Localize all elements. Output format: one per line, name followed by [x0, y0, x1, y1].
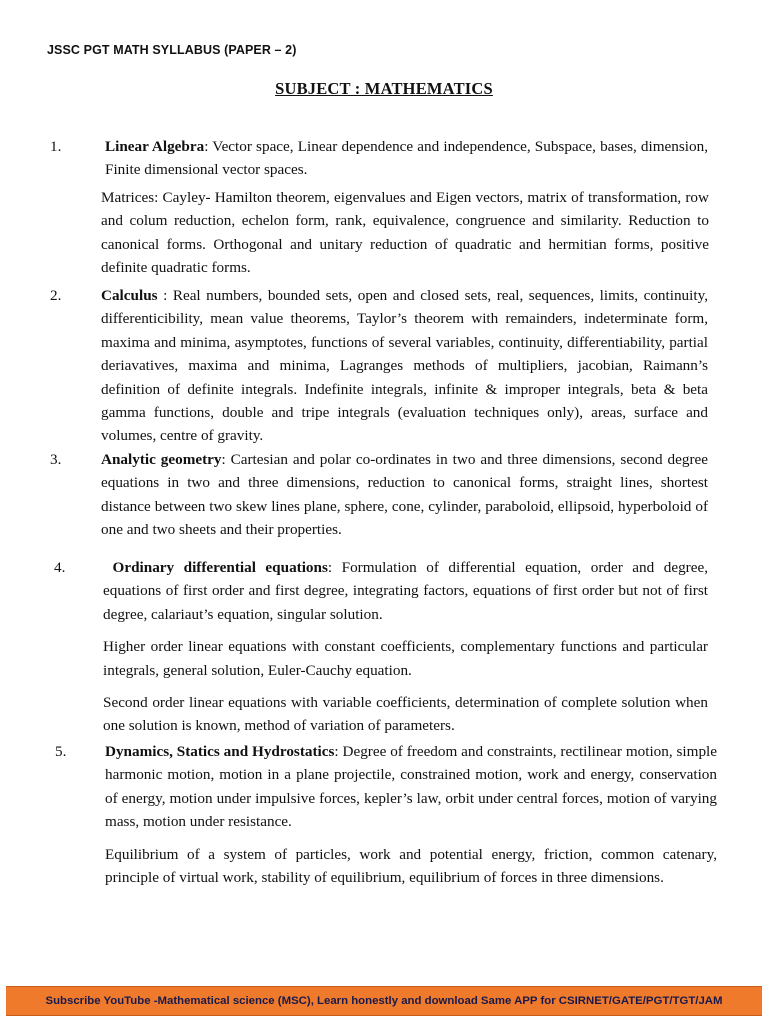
item-intro-text: : Degree of freedom and constraints, rectilinear motion, simple harmonic motion, motion in a plane projectile, constrained motion, work and energy, conservation of energy, motion under impulsive forces, kepler’s law, orbit under central forces, motion of varying mass, motion under resistance. [105, 743, 718, 831]
item-intro-text: : Formulation of differential equation, order and degree, equations of first order and first degree, integrating factors, equations of first order but not of first degree, calariaut’s equation, singular solution. [103, 559, 709, 623]
item-term: Analytic geometry [101, 451, 222, 468]
item-paragraph: Equilibrium of a system of particles, work and potential energy, friction, common catenary, principle of virtual work, stability of equilibrium, equilibrium of forces in three dimensions. [105, 845, 717, 887]
footer-banner-text: Subscribe YouTube -Mathematical science (MSC), Learn honestly and download Same APP for CSIRNET/GATE/PGT/TGT/JAM [45, 995, 723, 1007]
item-intro-text: : Real numbers, bounded sets, open and closed sets, real, sequences, limits, continuity, differenticibility, mean value theorems, Taylor’s theorem with remainders, indeterminate form, maxima and minima, asymptotes, functions of several variables, continuity, differentiability, partial deriavatives, maxima and minima, Lagranges methods of multipliers, jacobian, Raimann’s definition of definite integrals. Indefinite integrals, infinite & improper integrals, beta & beta gamma functions, double and tripe integrals (evaluation techniques only), areas, surface and volumes, centre of gravity. [101, 287, 708, 445]
item-intro-text: : Vector space, Linear dependence and independence, Subspace, bases, dimension, Finite dimensional vector spaces. [105, 138, 709, 179]
item-term: Linear Algebra [105, 138, 205, 155]
item-paragraph [101, 448, 708, 542]
item-term: Ordinary differential equations [112, 559, 328, 576]
item-paragraph [101, 284, 708, 448]
item-number: 5. [55, 743, 67, 760]
item-paragraph: Second order linear equations with variable coefficients, determination of complete solution when one solution is known, method of variation of parameters. [103, 694, 708, 735]
item-term: Calculus [101, 287, 158, 304]
item-term: Dynamics, Statics and Hydrostatics [105, 743, 335, 760]
item-number: 3. [50, 451, 62, 468]
item-number: 2. [50, 287, 62, 304]
item-paragraph [105, 740, 717, 834]
item-paragraph: Matrices: Cayley- Hamilton theorem, eigenvalues and Eigen vectors, matrix of transformation, row and colum reduction, echelon form, rank, equivalence, congruence and similarity. Reduction to canonical forms. Orthogonal and unitary reduction of quadratic and hermitian forms, positive definite quadratic forms. [101, 189, 709, 277]
document-header-note: JSSC PGT MATH SYLLABUS (PAPER – 2) [47, 43, 297, 57]
item-number: 4. [54, 559, 66, 576]
footer-banner [6, 986, 762, 1016]
subject-title: SUBJECT : MATHEMATICS [275, 79, 493, 98]
item-paragraph [103, 556, 708, 626]
item-intro-text: : Cartesian and polar co-ordinates in two and three dimensions, second degree equations in two and three dimensions, reduction to canonical forms, straight lines, shortest distance between two skew lines plane, sphere, cone, cylinder, paraboloid, ellipsoid, hyperboloid of one and two sheets and their properties. [101, 451, 708, 539]
item-paragraph: Higher order linear equations with constant coefficients, complementary functions and particular integrals, general solution, Euler-Cauchy equation. [103, 638, 708, 679]
item-number: 1. [50, 138, 62, 155]
item-paragraph [105, 135, 708, 182]
